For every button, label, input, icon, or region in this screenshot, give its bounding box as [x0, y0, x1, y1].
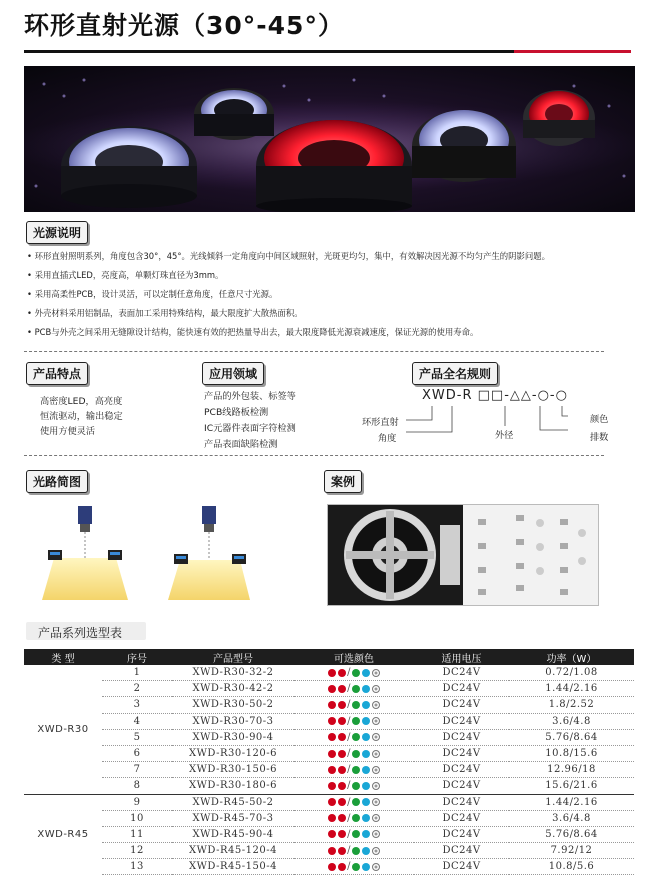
color-dot-icon	[338, 863, 346, 871]
optical-path-diagram	[40, 500, 280, 610]
cell-type-group: XWD-R30	[37, 723, 89, 735]
color-separator: /	[347, 699, 351, 711]
cell-power: 15.6/21.6	[509, 778, 634, 794]
table-row	[24, 778, 634, 794]
cell-colors	[294, 794, 414, 810]
cell-power: 7.92/12	[509, 843, 634, 859]
section-tag-cases: 案例	[324, 470, 362, 493]
feature-line: 使用方便灵活	[40, 426, 96, 437]
cell-power: 3.6/4.8	[509, 810, 634, 826]
optical-diagram-45	[168, 506, 250, 600]
app-line: 产品的外包装、标签等	[204, 391, 296, 402]
cell-power: 12.96/18	[509, 762, 634, 778]
cell-colors	[294, 810, 414, 826]
cell-model: XWD-R45-70-3	[172, 810, 294, 826]
color-dot-icon	[338, 814, 346, 822]
cell-voltage: DC24V	[414, 843, 509, 859]
color-separator: /	[347, 731, 351, 743]
cell-type-group: XWD-R45	[24, 794, 102, 875]
naming-label-outer-diameter: 外径	[495, 430, 514, 441]
cell-colors	[294, 697, 414, 713]
desc-item: • 外壳材料采用铝制品，表面加工采用特殊结构，最大限度扩大散热面积。	[27, 308, 303, 318]
color-dot-icon	[328, 814, 336, 822]
color-dot-icon	[362, 685, 370, 693]
color-separator: /	[347, 715, 351, 727]
naming-label-rows: 排数	[590, 432, 609, 443]
cell-power: 10.8/15.6	[509, 745, 634, 761]
color-dot-icon	[352, 782, 360, 790]
desc-item: • PCB与外壳之间采用无缝隙设计结构，能快速有效的把热量导出去，最大限度降低光源衰减速度，保证光源的使用寿命。	[27, 327, 479, 337]
feature-line: 高密度LED，高亮度	[40, 396, 123, 407]
color-dot-icon	[352, 847, 360, 855]
cell-model: XWD-R30-50-2	[172, 697, 294, 713]
cell-no: 13	[102, 859, 172, 875]
color-dot-icon	[338, 830, 346, 838]
color-dot-icon	[372, 685, 380, 693]
title-rule	[24, 50, 514, 53]
col-header-type: 类 型	[24, 649, 102, 665]
cell-voltage: DC24V	[414, 745, 509, 761]
cell-voltage: DC24V	[414, 697, 509, 713]
color-dot-icon	[362, 669, 370, 677]
color-dot-icon	[338, 847, 346, 855]
product-selection-table	[24, 649, 634, 875]
page-title: 环形直射光源（30°-45°）	[24, 11, 344, 40]
cell-no: 4	[102, 713, 172, 729]
cell-power: 3.6/4.8	[509, 713, 634, 729]
cell-power: 10.8/5.6	[509, 859, 634, 875]
color-dot-icon	[328, 750, 336, 758]
app-line: PCB线路板检测	[204, 407, 269, 418]
color-dot-icon	[372, 669, 380, 677]
color-dot-icon	[362, 766, 370, 774]
table-row	[24, 745, 634, 761]
cell-colors	[294, 826, 414, 842]
desc-item: • 采用高柔性PCB，设计灵活，可以定制任意角度，任意尺寸光源。	[27, 289, 278, 299]
color-dot-icon	[372, 863, 380, 871]
color-dot-icon	[352, 733, 360, 741]
col-header-no: 序号	[102, 649, 172, 665]
color-dot-icon	[328, 798, 336, 806]
cell-no: 11	[102, 826, 172, 842]
color-separator: /	[347, 861, 351, 873]
cell-model: XWD-R30-32-2	[172, 665, 294, 681]
cell-no: 1	[102, 665, 172, 681]
color-dot-icon	[362, 798, 370, 806]
cell-voltage: DC24V	[414, 859, 509, 875]
cell-colors	[294, 778, 414, 794]
color-dot-icon	[338, 782, 346, 790]
section-tag-naming-rule: 产品全名规则	[412, 362, 498, 385]
white-ring-light-right	[412, 110, 516, 182]
table-row	[24, 665, 634, 681]
table-row	[24, 697, 634, 713]
color-dot-icon	[328, 669, 336, 677]
desc-item: • 环形直射照明系列，角度包含30°，45°。光线倾斜一定角度向中间区域照射，光斑更均匀，集中，有效解决因光源不均匀产生的阴影问题。	[27, 251, 551, 261]
app-line: 产品表面缺陷检测	[204, 439, 278, 450]
cell-model: XWD-R30-70-3	[172, 713, 294, 729]
white-ring-light-small	[194, 88, 274, 140]
cell-model: XWD-R45-150-4	[172, 859, 294, 875]
cell-no: 10	[102, 810, 172, 826]
col-header-model: 产品型号	[172, 649, 294, 665]
color-dot-icon	[372, 847, 380, 855]
color-separator: /	[347, 812, 351, 824]
color-dot-icon	[338, 798, 346, 806]
color-dot-icon	[372, 766, 380, 774]
naming-label-color: 颜色	[590, 414, 609, 425]
cell-colors	[294, 762, 414, 778]
color-separator: /	[347, 828, 351, 840]
section-tag-optical-diagram: 光路简图	[26, 470, 88, 493]
color-dot-icon	[372, 798, 380, 806]
table-row	[24, 729, 634, 745]
color-dot-icon	[352, 814, 360, 822]
cell-colors	[294, 859, 414, 875]
naming-code: XWD-R □□-△△-○-○	[422, 388, 568, 403]
red-ring-light-small	[523, 90, 595, 146]
color-dot-icon	[338, 766, 346, 774]
cell-colors	[294, 745, 414, 761]
app-line: IC元器件表面字符检测	[204, 423, 296, 434]
cell-colors	[294, 665, 414, 681]
color-separator: /	[347, 683, 351, 695]
cell-voltage: DC24V	[414, 665, 509, 681]
cell-no: 2	[102, 681, 172, 697]
color-separator: /	[347, 845, 351, 857]
color-dot-icon	[328, 863, 336, 871]
cell-no: 12	[102, 843, 172, 859]
cell-power: 5.76/8.64	[509, 826, 634, 842]
table-caption: 产品系列选型表	[38, 626, 123, 640]
cell-model: XWD-R30-120-6	[172, 745, 294, 761]
cell-power: 0.72/1.08	[509, 665, 634, 681]
cell-colors	[294, 681, 414, 697]
color-dot-icon	[372, 814, 380, 822]
feature-line: 恒流驱动，输出稳定	[40, 411, 123, 422]
color-dot-icon	[338, 733, 346, 741]
color-dot-icon	[352, 685, 360, 693]
cell-voltage: DC24V	[414, 794, 509, 810]
cell-colors	[294, 713, 414, 729]
cell-voltage: DC24V	[414, 729, 509, 745]
color-dot-icon	[362, 814, 370, 822]
color-dot-icon	[328, 782, 336, 790]
cell-voltage: DC24V	[414, 681, 509, 697]
color-dot-icon	[328, 733, 336, 741]
table-header-row	[24, 649, 634, 665]
color-dot-icon	[338, 717, 346, 725]
color-dot-icon	[362, 863, 370, 871]
cell-colors	[294, 843, 414, 859]
cell-no: 6	[102, 745, 172, 761]
color-dot-icon	[338, 701, 346, 709]
cell-model: XWD-R45-50-2	[172, 794, 294, 810]
cell-no: 5	[102, 729, 172, 745]
color-separator: /	[347, 667, 351, 679]
color-dot-icon	[352, 701, 360, 709]
color-dot-icon	[362, 847, 370, 855]
cell-model: XWD-R30-180-6	[172, 778, 294, 794]
color-dot-icon	[372, 782, 380, 790]
color-dot-icon	[372, 733, 380, 741]
table-row	[24, 681, 634, 697]
cell-model: XWD-R45-120-4	[172, 843, 294, 859]
color-dot-icon	[328, 847, 336, 855]
table-row	[24, 826, 634, 842]
color-dot-icon	[352, 750, 360, 758]
color-dot-icon	[352, 863, 360, 871]
color-dot-icon	[352, 717, 360, 725]
color-dot-icon	[362, 701, 370, 709]
color-dot-icon	[328, 685, 336, 693]
table-row	[24, 859, 634, 875]
col-header-power: 功率（W）	[509, 649, 634, 665]
col-header-voltage: 适用电压	[414, 649, 509, 665]
hero-product-photo	[24, 66, 635, 212]
cell-power: 1.44/2.16	[509, 681, 634, 697]
desc-item: • 采用直插式LED，亮度高，单颗灯珠直径为3mm。	[27, 270, 224, 280]
color-dot-icon	[362, 782, 370, 790]
cell-model: XWD-R30-42-2	[172, 681, 294, 697]
naming-label-angle: 角度	[378, 433, 397, 444]
hero-background-lights	[24, 66, 635, 212]
title-rule-accent	[514, 50, 631, 53]
divider	[24, 455, 604, 456]
color-dot-icon	[372, 701, 380, 709]
color-dot-icon	[352, 830, 360, 838]
color-dot-icon	[328, 830, 336, 838]
section-tag-applications: 应用领域	[202, 362, 264, 385]
table-row	[24, 794, 634, 810]
cell-power: 1.8/2.52	[509, 697, 634, 713]
table-row	[24, 713, 634, 729]
section-tag-light-description: 光源说明	[26, 221, 88, 244]
color-separator: /	[347, 780, 351, 792]
col-header-colors: 可选颜色	[294, 649, 414, 665]
color-dot-icon	[352, 766, 360, 774]
color-dot-icon	[328, 766, 336, 774]
color-dot-icon	[362, 830, 370, 838]
color-separator: /	[347, 764, 351, 776]
color-dot-icon	[372, 830, 380, 838]
cell-voltage: DC24V	[414, 810, 509, 826]
naming-label-type: 环形直射	[362, 417, 399, 428]
cell-no: 8	[102, 778, 172, 794]
section-tag-features: 产品特点	[26, 362, 88, 385]
cell-voltage: DC24V	[414, 778, 509, 794]
table-row	[24, 762, 634, 778]
color-dot-icon	[372, 717, 380, 725]
cell-model: XWD-R45-90-4	[172, 826, 294, 842]
color-dot-icon	[338, 750, 346, 758]
cell-no: 7	[102, 762, 172, 778]
case-photo-illustration	[328, 505, 598, 605]
color-dot-icon	[362, 750, 370, 758]
color-dot-icon	[338, 669, 346, 677]
cell-no: 3	[102, 697, 172, 713]
color-separator: /	[347, 796, 351, 808]
divider	[24, 351, 604, 352]
color-dot-icon	[352, 669, 360, 677]
cell-model: XWD-R30-150-6	[172, 762, 294, 778]
color-dot-icon	[328, 701, 336, 709]
optical-diagram-30	[42, 506, 128, 600]
cell-power: 1.44/2.16	[509, 794, 634, 810]
cell-power: 5.76/8.64	[509, 729, 634, 745]
table-row	[24, 843, 634, 859]
case-photo	[327, 504, 599, 606]
color-dot-icon	[362, 717, 370, 725]
white-ring-light-left	[61, 126, 197, 208]
color-dot-icon	[338, 685, 346, 693]
cell-model: XWD-R30-90-4	[172, 729, 294, 745]
color-dot-icon	[362, 733, 370, 741]
cell-colors	[294, 729, 414, 745]
cell-voltage: DC24V	[414, 762, 509, 778]
color-dot-icon	[352, 798, 360, 806]
cell-no: 9	[102, 794, 172, 810]
cell-voltage: DC24V	[414, 713, 509, 729]
table-row	[24, 810, 634, 826]
color-dot-icon	[328, 717, 336, 725]
cell-voltage: DC24V	[414, 826, 509, 842]
color-dot-icon	[372, 750, 380, 758]
red-ring-light-center	[256, 120, 412, 212]
color-separator: /	[347, 748, 351, 760]
